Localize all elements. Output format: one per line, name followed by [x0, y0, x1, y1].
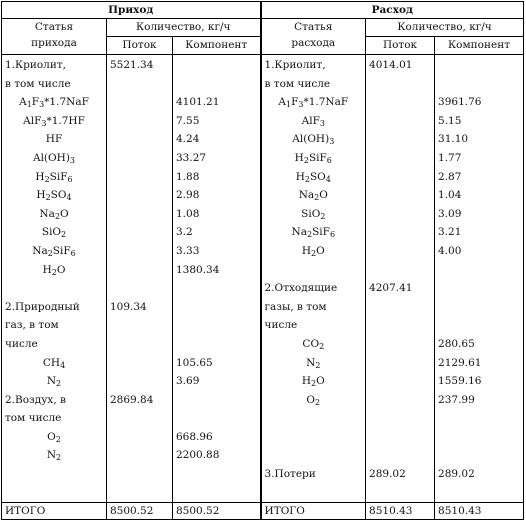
expense-comp-17: 1559.16: [438, 375, 482, 388]
income-comp-3: 7.55: [176, 114, 200, 127]
expense-comp-9: 3.21: [438, 226, 462, 239]
expense-article-line2: расхода: [291, 37, 336, 49]
expense-flow-column: [366, 55, 435, 503]
income-comp-8: 1.08: [176, 207, 200, 220]
expense-flow-10: [369, 242, 431, 261]
section-header-row: [2, 2, 524, 19]
expense-label-4: $Al(OH)_3$: [292, 133, 335, 147]
body-row: [2, 55, 524, 503]
income-comp-11: 1380.34: [176, 263, 220, 276]
material-balance-table: [1, 1, 524, 520]
income-comp-2: 4101.21: [176, 96, 220, 109]
expense-label-19: [265, 409, 363, 428]
income-label-3: AlF$_3$*1.7HF: [23, 114, 85, 128]
expense-flow-3: [369, 112, 431, 131]
expense-flow-17: [369, 372, 431, 391]
income-label-9: SiO$_2$: [41, 226, 67, 240]
income-label-18: 2.Воздух, в: [5, 393, 66, 406]
expense-flow-0: 4014.01: [369, 59, 413, 71]
income-component-header: Компонент: [173, 37, 261, 55]
expense-article-header: [261, 19, 366, 55]
expense-label-8: SiO$_2$: [301, 207, 326, 221]
income-label-14: газ, в том: [5, 319, 59, 332]
expense-comp-14: [438, 316, 520, 335]
income-flow-16: [110, 354, 169, 373]
income-flow-20: [110, 428, 169, 447]
expense-label-15: $CO_2$: [302, 337, 325, 351]
income-flow-10: [110, 242, 169, 261]
income-comp-12: [176, 279, 257, 298]
income-label-16: $CH_4$: [42, 356, 66, 370]
expense-comp-1: [438, 75, 520, 94]
expense-flow-7: [369, 186, 431, 205]
income-flow-0: 5521.34: [110, 59, 154, 71]
income-comp-14: [176, 316, 257, 335]
expense-flow-header: Поток: [366, 37, 435, 55]
expense-label-23: [265, 484, 363, 503]
income-label-13: 2.Природный: [5, 300, 80, 313]
income-label-5: $Al(OH)_3$: [32, 151, 76, 165]
expense-flow-1: [369, 75, 431, 94]
income-flow-header: Поток: [107, 37, 173, 55]
income-label-19: том числе: [5, 412, 62, 425]
income-label-10: $Na_2SiF_6$: [32, 244, 76, 258]
income-article-line2: прихода: [31, 37, 77, 49]
expense-comp-15: 280.65: [438, 337, 475, 350]
expense-label-2: $A_1F_3*1.7NaF$: [278, 96, 349, 110]
income-label-2: $A_1F_3*1.7NaF$: [19, 96, 89, 110]
income-label-21: $N_2$: [46, 449, 62, 463]
income-label-12: [5, 279, 103, 298]
expense-label-14: числе: [264, 319, 298, 332]
expense-comp-2: 3961.76: [438, 96, 482, 109]
income-comp-5: 33.27: [176, 151, 207, 164]
income-total-label: ИТОГО: [2, 503, 107, 520]
income-comp-15: [176, 335, 257, 354]
expense-total-component: 8510.43: [435, 503, 524, 520]
expense-label-0: 1.Криолит,: [264, 59, 326, 71]
income-flow-19: [110, 409, 169, 428]
expense-label-6: $H_2SO_4$: [295, 170, 331, 184]
income-comp-19: [176, 409, 257, 428]
expense-flow-16: [369, 354, 431, 373]
income-component-column: [173, 55, 261, 503]
expense-comp-21: [438, 446, 520, 465]
income-label-11: $H_2O$: [42, 263, 66, 277]
income-comp-20: 668.96: [176, 430, 213, 443]
expense-flow-13: [369, 298, 431, 317]
income-comp-23: [176, 484, 257, 503]
income-flow-21: [110, 446, 169, 465]
income-total-component: 8500.52: [173, 503, 261, 520]
income-total-flow: 8500.52: [107, 503, 173, 520]
expense-flow-4: [369, 130, 431, 149]
expense-flow-5: [369, 149, 431, 168]
expense-comp-0: [438, 56, 520, 75]
income-flow-12: [110, 279, 169, 298]
expense-label-13: газы, в том: [264, 300, 327, 313]
expense-flow-18: [369, 391, 431, 410]
expense-label-21: [265, 446, 363, 465]
expense-label-18: $O_2$: [306, 393, 321, 407]
expense-label-9: $Na_2SiF_6$: [291, 226, 336, 240]
income-label-0: 1.Криолит,: [5, 59, 67, 71]
income-comp-17: 3.69: [176, 375, 200, 388]
expense-flow-8: [369, 205, 431, 224]
expense-label-20: [265, 428, 363, 447]
income-article-header: [2, 19, 107, 55]
income-flow-8: [110, 205, 169, 224]
income-flow-1: [110, 75, 169, 94]
expense-article-line1: Статья: [294, 21, 333, 33]
income-flow-3: [110, 112, 169, 131]
income-article-line1: Статья: [34, 21, 74, 33]
expense-comp-11: [438, 261, 520, 280]
income-flow-column: [107, 55, 173, 503]
expense-total-flow: 8510.43: [366, 503, 435, 520]
income-flow-15: [110, 335, 169, 354]
expense-comp-7: 1.04: [438, 189, 462, 202]
income-label-20: $O_2$: [47, 430, 61, 444]
expense-label-7: $Na_2O$: [298, 189, 328, 203]
expense-label-22: 3.Потери: [264, 468, 316, 481]
income-comp-7: 2.98: [176, 189, 200, 202]
expense-comp-22: 289.02: [438, 468, 475, 481]
income-flow-5: [110, 149, 169, 168]
income-flow-9: [110, 223, 169, 242]
expense-flow-23: [369, 484, 431, 503]
expense-comp-20: [438, 428, 520, 447]
expense-flow-9: [369, 223, 431, 242]
expense-comp-23: [438, 484, 520, 503]
expense-article-column: [261, 55, 366, 503]
income-header: Приход: [2, 2, 261, 19]
expense-comp-6: 2.87: [438, 170, 462, 183]
income-label-6: $H_2SiF_6$: [35, 170, 73, 184]
income-comp-21: 2200.88: [176, 449, 220, 462]
income-flow-7: [110, 186, 169, 205]
expense-flow-12: 4207.41: [369, 282, 413, 295]
expense-label-1: в том числе: [264, 77, 331, 90]
quantity-header-row: [2, 19, 524, 37]
expense-flow-22: 289.02: [369, 468, 406, 481]
expense-component-header: Компонент: [435, 37, 524, 55]
expense-comp-16: 2129.61: [438, 356, 482, 369]
expense-comp-13: [438, 298, 520, 317]
income-flow-23: [110, 484, 169, 503]
expense-comp-3: 5.15: [438, 114, 462, 127]
expense-label-12: 2.Отходящие: [264, 282, 338, 295]
income-comp-9: 3.2: [176, 226, 193, 239]
expense-comp-4: 31.10: [438, 133, 469, 146]
income-label-8: $Na_2O$: [39, 207, 69, 221]
expense-flow-11: [369, 261, 431, 280]
expense-label-3: AlF$_3$: [301, 114, 325, 128]
income-comp-1: [176, 75, 257, 94]
expense-total-label: ИТОГО: [261, 503, 366, 520]
expense-label-16: $N_2$: [306, 356, 321, 370]
income-label-23: [5, 484, 103, 503]
income-comp-4: 4.24: [176, 133, 200, 146]
income-comp-6: 1.88: [176, 170, 200, 183]
income-article-column: [2, 55, 107, 503]
income-flow-13: 109.34: [110, 300, 147, 313]
income-comp-16: 105.65: [176, 356, 213, 369]
income-label-7: $H_2SO_4$: [36, 189, 72, 203]
income-label-17: $N_2$: [46, 375, 62, 389]
expense-header: Расход: [261, 2, 524, 19]
expense-quantity-header: Количество, кг/ч: [366, 19, 524, 37]
expense-label-5: $H_2SiF_6$: [294, 151, 332, 165]
expense-comp-18: 237.99: [438, 393, 475, 406]
income-comp-13: [176, 298, 257, 317]
income-flow-11: [110, 261, 169, 280]
income-flow-2: [110, 93, 169, 112]
expense-flow-19: [369, 409, 431, 428]
income-label-4: HF: [45, 133, 63, 146]
income-label-1: в том числе: [5, 77, 71, 90]
expense-label-11: [265, 261, 363, 280]
expense-comp-10: 4.00: [438, 244, 462, 257]
income-flow-6: [110, 168, 169, 187]
expense-comp-12: [438, 279, 520, 298]
expense-comp-19: [438, 409, 520, 428]
expense-flow-2: [369, 93, 431, 112]
expense-label-17: $H_2O$: [301, 375, 325, 389]
income-flow-4: [110, 130, 169, 149]
total-row: [2, 503, 524, 520]
expense-flow-21: [369, 446, 431, 465]
expense-flow-14: [369, 316, 431, 335]
expense-flow-20: [369, 428, 431, 447]
income-flow-18: 2869.84: [110, 393, 154, 406]
expense-comp-8: 3.09: [438, 207, 462, 220]
income-comp-0: [176, 56, 257, 75]
expense-comp-5: 1.77: [438, 151, 462, 164]
income-flow-14: [110, 316, 169, 335]
income-quantity-header: Количество, кг/ч: [107, 19, 261, 37]
expense-label-10: $H_2O$: [301, 244, 325, 258]
expense-component-column: [435, 55, 524, 503]
income-flow-17: [110, 372, 169, 391]
expense-flow-6: [369, 168, 431, 187]
income-label-15: числе: [5, 337, 38, 350]
expense-flow-15: [369, 335, 431, 354]
income-comp-18: [176, 391, 257, 410]
income-comp-10: 3.33: [176, 244, 200, 257]
